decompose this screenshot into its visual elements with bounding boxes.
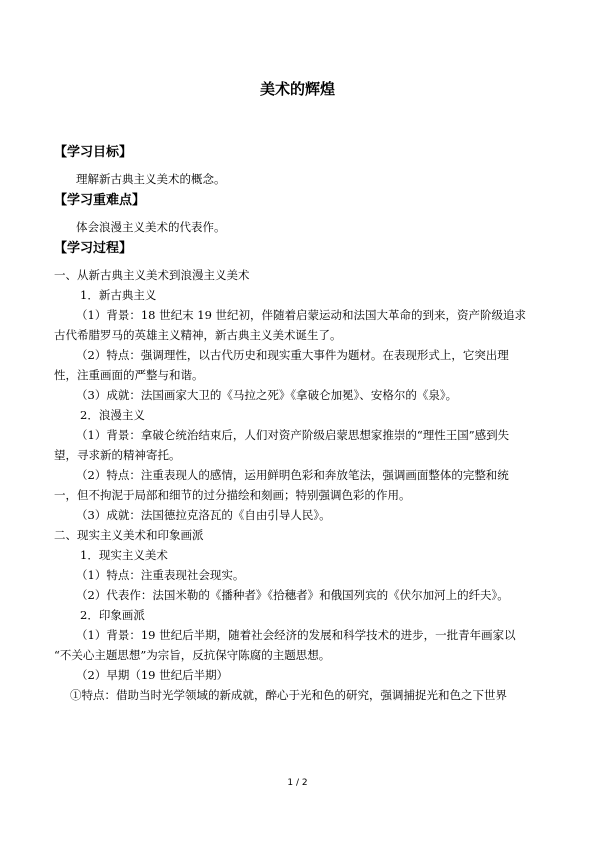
body-line: 古代希腊罗马的英雄主义精神，新古典主义美术诞生了。	[54, 328, 342, 342]
document-body	[54, 143, 544, 705]
body-line: （1）特点：注重表现社会现实。	[76, 568, 245, 582]
section-heading-key: 【学习重难点】	[54, 193, 146, 208]
section-heading-goal: 【学习目标】	[54, 145, 133, 160]
body-line: （2）特点：注重表现人的感情，运用鲜明色彩和奔放笔法，强调画面整体的完整和统	[76, 468, 509, 482]
body-line: （1）背景：19 世纪后半期，随着社会经济的发展和科学技术的进步，一批青年画家以	[76, 628, 516, 642]
page-number: 1 / 2	[287, 778, 308, 788]
section-heading-process: 【学习过程】	[54, 241, 133, 256]
body-line: 一，但不拘泥于局部和细节的过分描绘和刻画；特别强调色彩的作用。	[54, 488, 411, 502]
body-line: （3）成就：法国德拉克洛瓦的《自由引导人民》。	[76, 508, 331, 522]
body-line: （2）代表作：法国米勒的《播种者》《拾穗者》和俄国列宾的《伏尔加河上的纤夫》。	[76, 588, 509, 602]
body-line: 1．现实主义美术	[80, 548, 168, 562]
paragraph-key: 体会浪漫主义美术的代表作。	[76, 220, 226, 234]
body-line: 一、从新古典主义美术到浪漫主义美术	[54, 268, 250, 282]
paragraph-goal: 理解新古典主义美术的概念。	[76, 172, 226, 186]
body-line: （3）成就：法国画家大卫的《马拉之死》《拿破仑加冕》、安格尔的《泉》。	[76, 388, 458, 402]
body-line: （1）背景：拿破仑统治结束后，人们对资产阶级启蒙思想家推崇的“理性王国”感到失	[76, 428, 510, 442]
body-line: 2．印象画派	[80, 608, 145, 622]
body-line: （2）早期（19 世纪后半期）	[76, 668, 229, 682]
body-line: 二、现实主义美术和印象画派	[54, 528, 204, 542]
body-line: ①特点：借助当时光学领域的新成就，醉心于光和色的研究，强调捕捉光和色之下世界	[70, 688, 507, 702]
page-title: 美术的辉煌	[259, 80, 335, 98]
body-line: 2．浪漫主义	[80, 408, 145, 422]
body-line: （1）背景：18 世纪末 19 世纪初，伴随着启蒙运动和法国大革命的到来，资产阶级追求	[76, 308, 527, 322]
body-line: 望，寻求新的精神寄托。	[54, 448, 181, 462]
body-line: “不关心主题思想”为宗旨，反抗保守陈腐的主题思想。	[54, 648, 331, 662]
body-line: 1．新古典主义	[80, 288, 157, 302]
body-line: （2）特点：强调理性，以古代历史和现实重大事件为题材。在表现形式上，它突出理	[76, 348, 509, 362]
body-line: 性，注重画面的严整与和谐。	[54, 368, 204, 382]
